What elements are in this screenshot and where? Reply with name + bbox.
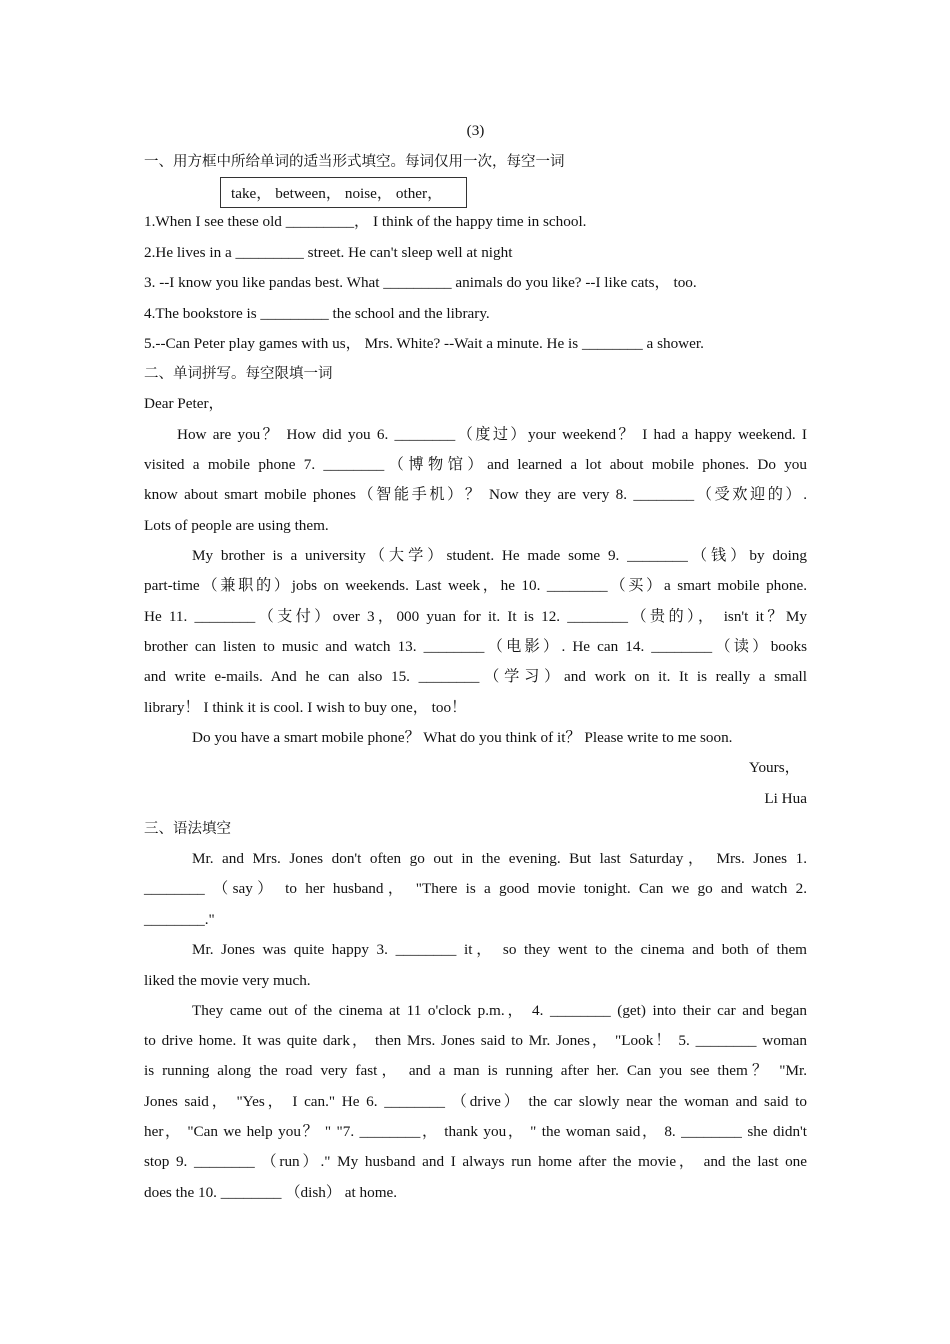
section3-heading: 三、语法填空: [144, 821, 231, 837]
letter-line: Lots of people are using them.: [144, 517, 329, 534]
letter-line: brother can listen to music and watch 13. ________（电影）. He can 14. ________（读）books: [144, 638, 807, 655]
passage-line: They came out of the cinema at 11 o'clock p.m.， 4. ________ (get) into their car and began: [192, 1002, 807, 1019]
passage-line: Mr. and Mrs. Jones don't often go out in the evening. But last Saturday， Mrs. Jones 1.: [192, 850, 807, 867]
passage-line: is running along the road very fast， and a man is running after her. Can you see them？ "Mr.: [144, 1062, 807, 1079]
passage-line: her， "Can we help you？ " "7. ________， thank you， " the woman said， 8. ________ she didn't: [144, 1123, 807, 1140]
letter-signature: Li Hua: [764, 790, 807, 807]
passage-line: ________.": [144, 911, 215, 928]
passage-line: Jones said， "Yes， I can." He 6. ________ （drive） the car slowly near the woman and said to: [144, 1093, 807, 1110]
passage-line: Mr. Jones was quite happy 3. ________ it， so they went to the cinema and both of them: [192, 941, 807, 958]
letter-line: library！ I think it is cool. I wish to buy one， too！: [144, 699, 467, 716]
section2-heading: 二、单词拼写。每空限填一词: [144, 366, 333, 382]
letter-line: Do you have a smart mobile phone？ What do you think of it？ Please write to me soon.: [192, 729, 733, 746]
question-5: 5.--Can Peter play games with us， Mrs. White? --Wait a minute. He is ________ a shower.: [144, 335, 704, 352]
letter-line: How are you？ How did you 6. ________（度过）your weekend？ I had a happy weekend. I: [177, 426, 807, 443]
letter-line: visited a mobile phone 7. ________（博物馆）and learned a lot about mobile phones. Do you: [144, 456, 807, 473]
passage-line: liked the movie very much.: [144, 972, 311, 989]
passage-line: does the 10. ________ （dish） at home.: [144, 1184, 398, 1201]
word-bank-box: take， between， noise， other，: [220, 177, 467, 208]
letter-line: and write e-mails. And he can also 15. ________（学习）and work on it. It is really a small: [144, 668, 807, 685]
letter-greeting: Dear Peter，: [144, 395, 224, 412]
passage-line: ________ （say） to her husband， "There is a good movie tonight. Can we go and watch 2.: [144, 880, 807, 897]
letter-line: know about smart mobile phones（智能手机）？ Now they are very 8. ________（受欢迎的）.: [144, 486, 807, 503]
page-title: (3): [466, 122, 485, 139]
letter-line: He 11. ________（支付）over 3，000 yuan for it. It is 12. ________（贵的）， isn't it？My: [144, 608, 807, 625]
passage-line: stop 9. ________ （run）." My husband and I always run home after the movie， and the last one: [144, 1153, 807, 1170]
section1-heading: 一、用方框中所给单词的适当形式填空。每词仅用一次，每空一词: [144, 154, 565, 170]
question-2: 2.He lives in a _________ street. He can't sleep well at night: [144, 244, 513, 261]
letter-line: part-time（兼职的）jobs on weekends. Last week，he 10. ________（买）a smart mobile phone.: [144, 577, 807, 594]
letter-line: My brother is a university（大学）student. He made some 9. ________（钱）by doing: [192, 547, 807, 564]
passage-line: to drive home. It was quite dark， then Mrs. Jones said to Mr. Jones， "Look！ 5. ________ woman: [144, 1032, 807, 1049]
question-1: 1.When I see these old _________， I think of the happy time in school.: [144, 213, 587, 230]
letter-closing: Yours，: [749, 759, 800, 776]
question-3: 3. --I know you like pandas best. What _________ animals do you like? --I like cats， too.: [144, 274, 697, 291]
question-4: 4.The bookstore is _________ the school and the library.: [144, 305, 490, 322]
